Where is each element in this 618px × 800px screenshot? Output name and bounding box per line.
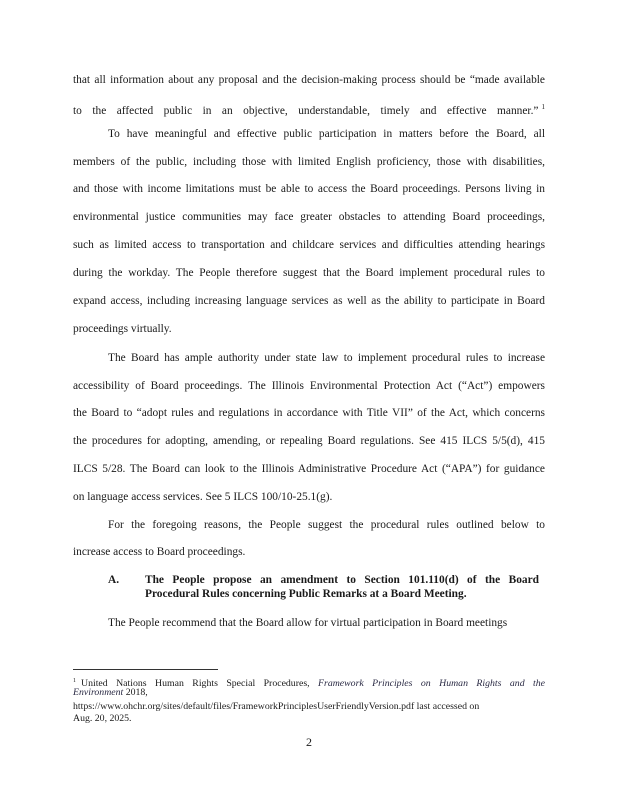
footnote-title-1: Framework Principles on Human Rights and the (318, 678, 545, 689)
footnote-line-2 (73, 687, 545, 699)
body-line: ILCS 5/28. The Board can look to the Illinois Administrative Procedure Act (“APA”) for guidance (73, 463, 545, 475)
footnote-accessed: last accessed on (414, 701, 480, 712)
body-line: to the affected public in an objective, understandable, timely and effective manner.” $^1$ (73, 103, 545, 117)
footnote-line-4 (73, 713, 545, 725)
body-line: during the workday. The People therefore suggest that the Board implement procedural rules to (73, 267, 545, 279)
footnote-date: Aug. 20, 2025. (73, 713, 132, 724)
footnote-reference[interactable]: 1 (541, 103, 545, 111)
footnote-marker: 1 (73, 678, 76, 684)
body-line: proceedings virtually. (73, 323, 172, 335)
body-line: accessibility of Board proceedings. The Illinois Environmental Protection Act (“Act”) empowers (73, 380, 545, 392)
body-line: that all information about any proposal and the decision‑making process should be “made available (73, 74, 545, 86)
body-line: environmental justice communities may face greater obstacles to attending Board proceedings, (73, 211, 545, 223)
body-line: For the foregoing reasons, the People suggest the procedural rules outlined below to (108, 519, 545, 531)
footnote-source: United Nations Human Rights Special Procedures, (81, 678, 319, 689)
body-line: To have meaningful and effective public participation in matters before the Board, all (108, 128, 545, 140)
section-heading-line-1: The People propose an amendment to Section 101.110(d) of the Board (145, 574, 539, 586)
body-line: The People recommend that the Board allow for virtual participation in Board meetings (108, 617, 508, 629)
body-line: on language access services. See 5 ILCS 100/10-25.1(g). (73, 491, 333, 503)
footnote-year: 2018, (123, 687, 148, 698)
footnote-title-2: Environment (73, 687, 124, 698)
section-heading-line-2: Procedural Rules concerning Public Remarks at a Board Meeting. (145, 588, 467, 600)
body-line: and those with income limitations must be able to access the Board proceedings. Persons living in (73, 183, 545, 195)
body-line: expand access, including increasing language services as well as the ability to participate in Board (73, 295, 545, 307)
body-line: The Board has ample authority under state law to implement procedural rules to increase (108, 352, 545, 364)
body-line: the Board to “adopt rules and regulations in accordance with Title VII” of the Act, which concerns (73, 407, 545, 419)
body-line: increase access to Board proceedings. (73, 546, 246, 558)
body-line: the procedures for adopting, amending, or repealing Board regulations. See 415 ILCS 5/5(d), 415 (73, 435, 545, 447)
footnote-line-3 (73, 701, 545, 713)
body-line: members of the public, including those with limited English proficiency, those with disabilities, (73, 156, 545, 168)
footnote-separator (73, 669, 218, 670)
footnote-url[interactable]: https://www.ohchr.org/sites/default/files/FrameworkPrinciplesUserFriendlyVersion.pdf (73, 701, 415, 712)
section-heading-label: A. (108, 574, 120, 586)
page-number: 2 (306, 735, 312, 749)
body-line: such as limited access to transportation and childcare services and difficulties attending hearings (73, 239, 545, 251)
